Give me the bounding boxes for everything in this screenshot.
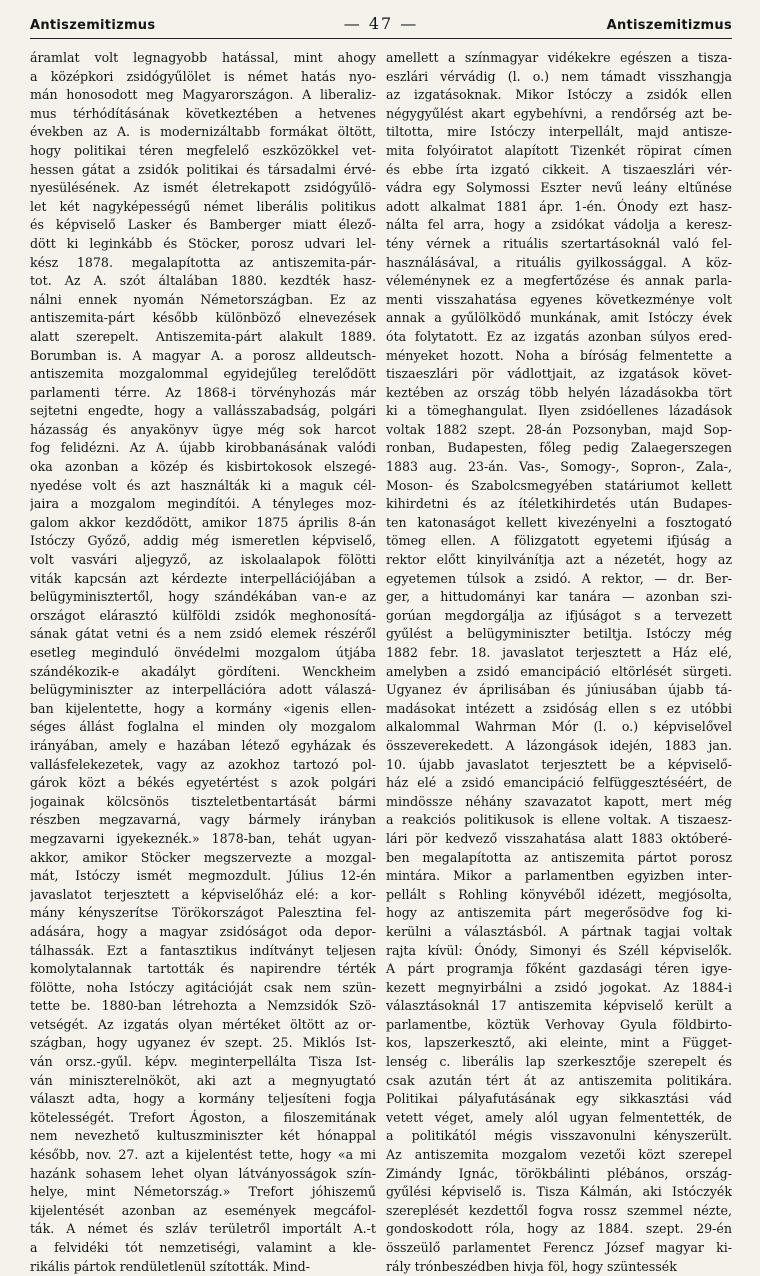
text-line: esetleg meginduló önvédelmi mozgalom útjába (30, 645, 376, 660)
text-line: rály trónbeszédben hivja föl, hogy szüntessék (386, 1258, 677, 1274)
text-line: tette be. 1880-ban létrehozta a Nemzsidók Szö- (30, 998, 376, 1014)
text-line: Az antiszemita mozgalom vezetői közt szerepel (386, 1147, 732, 1163)
text-line: irányában, amely e hazában létező egyházak és (30, 737, 376, 753)
text-line: használásával, a rituális gyilkossággal. A köz- (386, 254, 732, 270)
text-line: rektor előtt kinyilvánítja azt a nézetét, hogy az (386, 552, 732, 568)
text-line: kihirdetni és az ítéletkihirdetés után Budapes- (386, 496, 732, 512)
text-line: nem nevezhető kultuszminiszter két hónappal (30, 1128, 376, 1144)
text-line: lári pör kedvező visszahatása alatt 1883 októberé- (386, 830, 732, 846)
text-line: 10. újabb javaslatot terjesztett be a képviselő- (386, 756, 732, 772)
text-line: antiszemita mozgalommal egyidejűleg terelődött (30, 366, 376, 382)
text-line: a reakciós politikusok is ellene voltak. A tiszaesz- (386, 812, 732, 828)
text-line: annak a gyűlölködő munkának, amit Istóczy évek (386, 310, 732, 326)
text-line: és ebbe írta izgató cikkeit. A tiszaeszlári vér- (386, 161, 732, 177)
text-line: jogainak kölcsönös tiszteletbentartását bármi (30, 793, 376, 809)
text-line: madásokat intézett a zsidóság ellen s ez utóbbi (386, 700, 732, 716)
text-line: kész 1878. megalapította az antiszemita-pár- (30, 254, 376, 270)
text-line: ten katonaságot kellett kivezényelni a fosztogató (386, 514, 732, 530)
text-line: nyesülésének. Az ismét életrekapott zsidógyűlö- (30, 180, 376, 196)
text-line: parlamenti térre. Az 1868-i törvényhozás már (30, 384, 376, 400)
text-line: hessen gátat a zsidók politikai és társadalmi érvé- (30, 161, 376, 177)
text-line: adott alkalmat 1881 ápr. 1-én. Ónody ezt hasz- (386, 198, 732, 214)
text-line: ván orsz.-gyűl. képv. meginterpellálta Tisza Ist- (30, 1054, 376, 1070)
text-line: szándékozik-e akadályt gördíteni. Wenckheim (30, 663, 376, 679)
text-line: mán honosodott meg Magyarországon. A liberaliz- (30, 87, 376, 103)
text-line: kerülni a választásból. A pártnak tagjai voltak (386, 923, 732, 939)
text-line: keztében az ország több helyén lázadásokba tört (386, 384, 732, 400)
text-line: vallásfelekezetek, vagy az azokhoz tartozó pol- (30, 756, 376, 772)
text-line: fog felidézni. Az A. újabb kirobbanásának valódi (30, 440, 376, 456)
running-head-right: Antiszemitizmus (606, 18, 732, 33)
text-line: tot. Az A. szót általában 1880. kezdték hasz- (30, 273, 376, 289)
text-line: összeülő parlamentet Ferencz József magyar ki- (386, 1240, 732, 1255)
text-line: mát, Istóczy ismét megmozdult. Július 12-én (30, 868, 376, 884)
text-line: tiltotta, mire Istóczy interpellált, majd antisze- (386, 124, 732, 140)
text-line: ván miniszterelnököt, aki azt a megnyugtató (30, 1072, 376, 1088)
text-line: Istóczy Győző, addig még ismeretlen képviselő, (30, 533, 376, 549)
text-line: alkalommal Wahrman Mór (l. o.) képviselővel (386, 719, 732, 735)
text-line: a felvidéki tót nemzetiségi, valamint a kle- (30, 1240, 376, 1255)
text-line: Moson- és Szabolcsmegyében statáriumot kellett (386, 477, 732, 493)
text-line: hogy az antiszemita párt megerősödve fog ki- (386, 905, 732, 921)
text-line: akkor, amikor Stöcker megszervezte a mozgal- (30, 849, 376, 865)
running-head-left: Antiszemitizmus (30, 18, 156, 33)
text-line: szereplését kezdettől fogva rossz szemmel nézte, (386, 1202, 732, 1218)
text-line: mus térhódításának következtében a hetvenes (30, 105, 376, 121)
text-line: ronban, Budapesten, főleg pedig Zalaegerszegen (386, 440, 732, 456)
text-line: voltak 1882 szept. 28-án Pozsonyban, majd Sop- (386, 421, 732, 437)
text-line: fölötte, noha Istóczy agitációját csak nem szün- (30, 979, 376, 995)
text-line: javaslatot terjesztett a képviselőház elé: a kor- (30, 886, 376, 902)
right-column (386, 49, 732, 1276)
text-line: pellált s Rohling könyvéből idézett, megjósolta, (386, 886, 732, 902)
text-line: választ adta, hogy a kormány teljesíteni fogja (30, 1091, 376, 1107)
text-line: egyetemen túlsok a zsidó. A rektor, — dr. Ber- (386, 570, 732, 586)
text-line: séges állást foglalna el minden oly mozgalom (30, 719, 376, 735)
text-line: megzavarni igyekeznék.» 1878-ban, tehát ugyan- (30, 830, 376, 846)
text-line: áramlat volt legnagyobb hatással, mint ahogy (30, 50, 376, 65)
text-line: nálta fel arra, hogy a zsidókat vádolja a keresz- (386, 217, 732, 233)
text-line: sejtetni engedte, hogy a vallásszabadság, polgári (30, 403, 376, 419)
text-line: óta folytatott. Ez az izgatás azonban súlyos ered- (386, 328, 732, 344)
page-number: — 47 — (343, 14, 419, 33)
text-line: ki a tömeghangulat. Ilyen zsidóellenes lázadások (386, 403, 732, 419)
text-line: gyűlési képviselő is. Tisza Kálmán, aki Istóczyék (386, 1184, 732, 1200)
text-line: galom akkor kezdődött, amikor 1875 április 8-án (30, 514, 376, 530)
text-line: csak azután tért át az antiszemita politikára. (386, 1072, 732, 1088)
text-line: alatt szerepelt. Antiszemita-párt alakult 1889. (30, 328, 376, 344)
text-line: sának gátat vetni és a nem zsidó elemek részéről (30, 626, 376, 642)
text-line: összeverekedett. A lázongások idején, 1883 jan. (386, 737, 732, 753)
text-line: tény vérnek a rituális szertartásoknál való fel- (386, 235, 732, 251)
text-line: mindössze néhány szavazatot kapott, mert még (386, 793, 732, 809)
running-header (30, 14, 732, 39)
left-column (30, 49, 376, 1276)
text-line: gyűlést a belügyminiszter betiltja. Istóczy még (386, 626, 732, 642)
text-line: viták kapcsán azt kérdezte interpellációjában a (30, 570, 376, 586)
text-columns (30, 49, 732, 1276)
text-line: antiszemita-párt később különböző elnevezések (30, 310, 376, 326)
text-line: szágban, hogy ugyanez év szept. 25. Miklós Ist- (30, 1035, 376, 1051)
text-line: hazánk sohasem lehet olyan látványosságok szín- (30, 1165, 376, 1181)
text-line: ben megalapította az antiszemita pártot porosz (386, 849, 732, 865)
text-line: dött ki leginkább és Stöcker, porosz udvari lel- (30, 235, 376, 251)
text-line: nálni ennek nyomán Németországban. Ez az (30, 291, 376, 307)
text-line: 1883 aug. 23-án. Vas-, Somogy-, Sopron-, Zala-, (386, 459, 732, 475)
text-line: Zimándy Ignác, törökbálinti plébános, ország- (386, 1165, 732, 1181)
text-line: négygyűlést akart egybehívni, a rendőrség azt be- (386, 105, 732, 121)
text-line: let két nagyképességű német liberális politikus (30, 198, 376, 214)
text-line: volt vasvári aljegyző, az iskolaalapok fölötti (30, 552, 376, 568)
text-line: mintára. Mikor a parlamentben egyizben inter- (386, 868, 732, 884)
text-line: hogy politikai téren megfelelő eszközökkel vet- (30, 142, 376, 158)
text-line: helye, mint Németország.» Trefort jóhiszemű (30, 1184, 376, 1200)
text-line: rikális pártok rendületlenül szították. Mind- (30, 1258, 310, 1274)
text-line: eszlári vérvádig (l. o.) nem támadt visszhangja (386, 68, 732, 84)
text-line: ták. A német és szláv területről importált A.-t (30, 1221, 376, 1237)
text-line: házasság és anyakönyv ügye még sok harcot (30, 421, 376, 437)
text-line: mita folyóiratot alapított Tizenkét röpirat címen (386, 142, 732, 158)
text-line: A párt programja főként gazdasági téren igye- (386, 961, 732, 977)
text-line: az izgatásoknak. Mikor Istóczy a zsidók ellen (386, 87, 732, 103)
text-line: Politikai pályafutásának egy sikkasztási vád (386, 1091, 732, 1107)
text-line: vetett véget, amely alól ugyan felmentették, de (386, 1109, 732, 1125)
text-line: amelyben a zsidó emancipáció eltörlését sürgeti. (386, 663, 732, 679)
text-line: később, nov. 27. azt a kijelentést tette, hogy «a mi (30, 1147, 376, 1163)
text-line: választásoknál 17 antiszemita képviselő került a (386, 998, 732, 1014)
text-line: években az A. is modernizáltabb formákat öltött, (30, 124, 376, 140)
text-line: kötelességét. Trefort Ágoston, a filoszemitának (30, 1109, 376, 1125)
text-line: vádra egy Solymossi Eszter nevű leány eltűnése (386, 180, 732, 196)
text-line: adására, hogy a magyar zsidóságot oda depor- (30, 923, 376, 939)
text-line: parlamentbe, köztük Verhovay Gyula földbirto- (386, 1016, 732, 1032)
text-line: gondoskodott róla, hogy az 1884. szept. 29-én (386, 1221, 732, 1237)
text-line: vetségét. Az izgatás olyan mértéket öltött az or- (30, 1016, 376, 1032)
text-line: ger, a hittudományi kar tanára — azonban szi- (386, 589, 732, 605)
text-line: ház elé a zsidó emancipáció felfüggesztéséért, de (386, 775, 732, 791)
text-line: rajta kívül: Ónódy, Simonyi és Széll képviselők. (386, 942, 732, 958)
text-line: tálhassák. Ezt a fantasztikus indítványt teljesen (30, 942, 376, 958)
text-line: és képviselő Lasker és Bamberger miatt élező- (30, 217, 376, 233)
text-line: részben megzavarná, vagy bármely irányban (30, 812, 376, 828)
text-line: amellett a színmagyar vidékekre egészen a tisza- (386, 50, 732, 65)
text-line: országot elárasztó külföldi zsidók meghonosítá- (30, 607, 376, 623)
text-line: tiszaeszlári pör vádlottjait, az izgatások követ- (386, 366, 732, 382)
text-line: a középkori zsidógyűlölet is német hatás nyo- (30, 68, 376, 84)
text-line: mány kényszerítse Törökországot Palesztina fel- (30, 905, 376, 921)
text-line: tömeg ellen. A fölizgatott egyetemi ifjúság a (386, 533, 732, 549)
text-line: Ugyanez év áprilisában és júniusában újabb tá- (386, 682, 732, 698)
text-line: nyedése volt és azt használták ki a maguk cél- (30, 477, 376, 493)
text-line: a politikától mégis visszavonulni kényszerült. (386, 1128, 732, 1144)
text-line: kezett megnyirbálni a zsidó jogokat. Az 1884-i (386, 979, 732, 995)
text-line: ményeket hozott. Noha a bíróság felmentette a (386, 347, 732, 363)
text-line: jaira a mozgalom megindítói. A tényleges moz- (30, 496, 376, 512)
text-line: véleménynek ez a megfertőzése és annak parla- (386, 273, 732, 289)
text-line: oka azonban a közép és kisbirtokosok elszegé- (30, 459, 376, 475)
text-line: ban kijelentette, hogy a kormány «igenis ellen- (30, 700, 376, 716)
text-line: lenség c. liberális lap szerkesztője szerepelt és (386, 1054, 732, 1070)
text-line: menti visszahatása egyenes következménye volt (386, 291, 732, 307)
text-line: gárok közt a békés egyetértést s azok polgári (30, 775, 376, 791)
text-line: belügyminisztertől, hogy szándékában van-e az (30, 589, 376, 605)
text-line: Borumban is. A magyar A. a porosz alldeutsch- (30, 347, 376, 363)
text-line: gorúan megdorgálja az ifjúságot s a tervezett (386, 607, 732, 623)
text-line: belügyminiszter az interpellációra adott válaszá- (30, 682, 376, 698)
text-line: komolytalannak tartották és napirendre térték (30, 961, 376, 977)
text-line: 1882 febr. 18. javaslatot terjesztett a Ház elé, (386, 645, 732, 660)
text-line: kos, lapszerkesztő, aki eleinte, mint a Függet- (386, 1035, 732, 1051)
text-line: kijelentését azonban az események megcáfol- (30, 1202, 376, 1218)
